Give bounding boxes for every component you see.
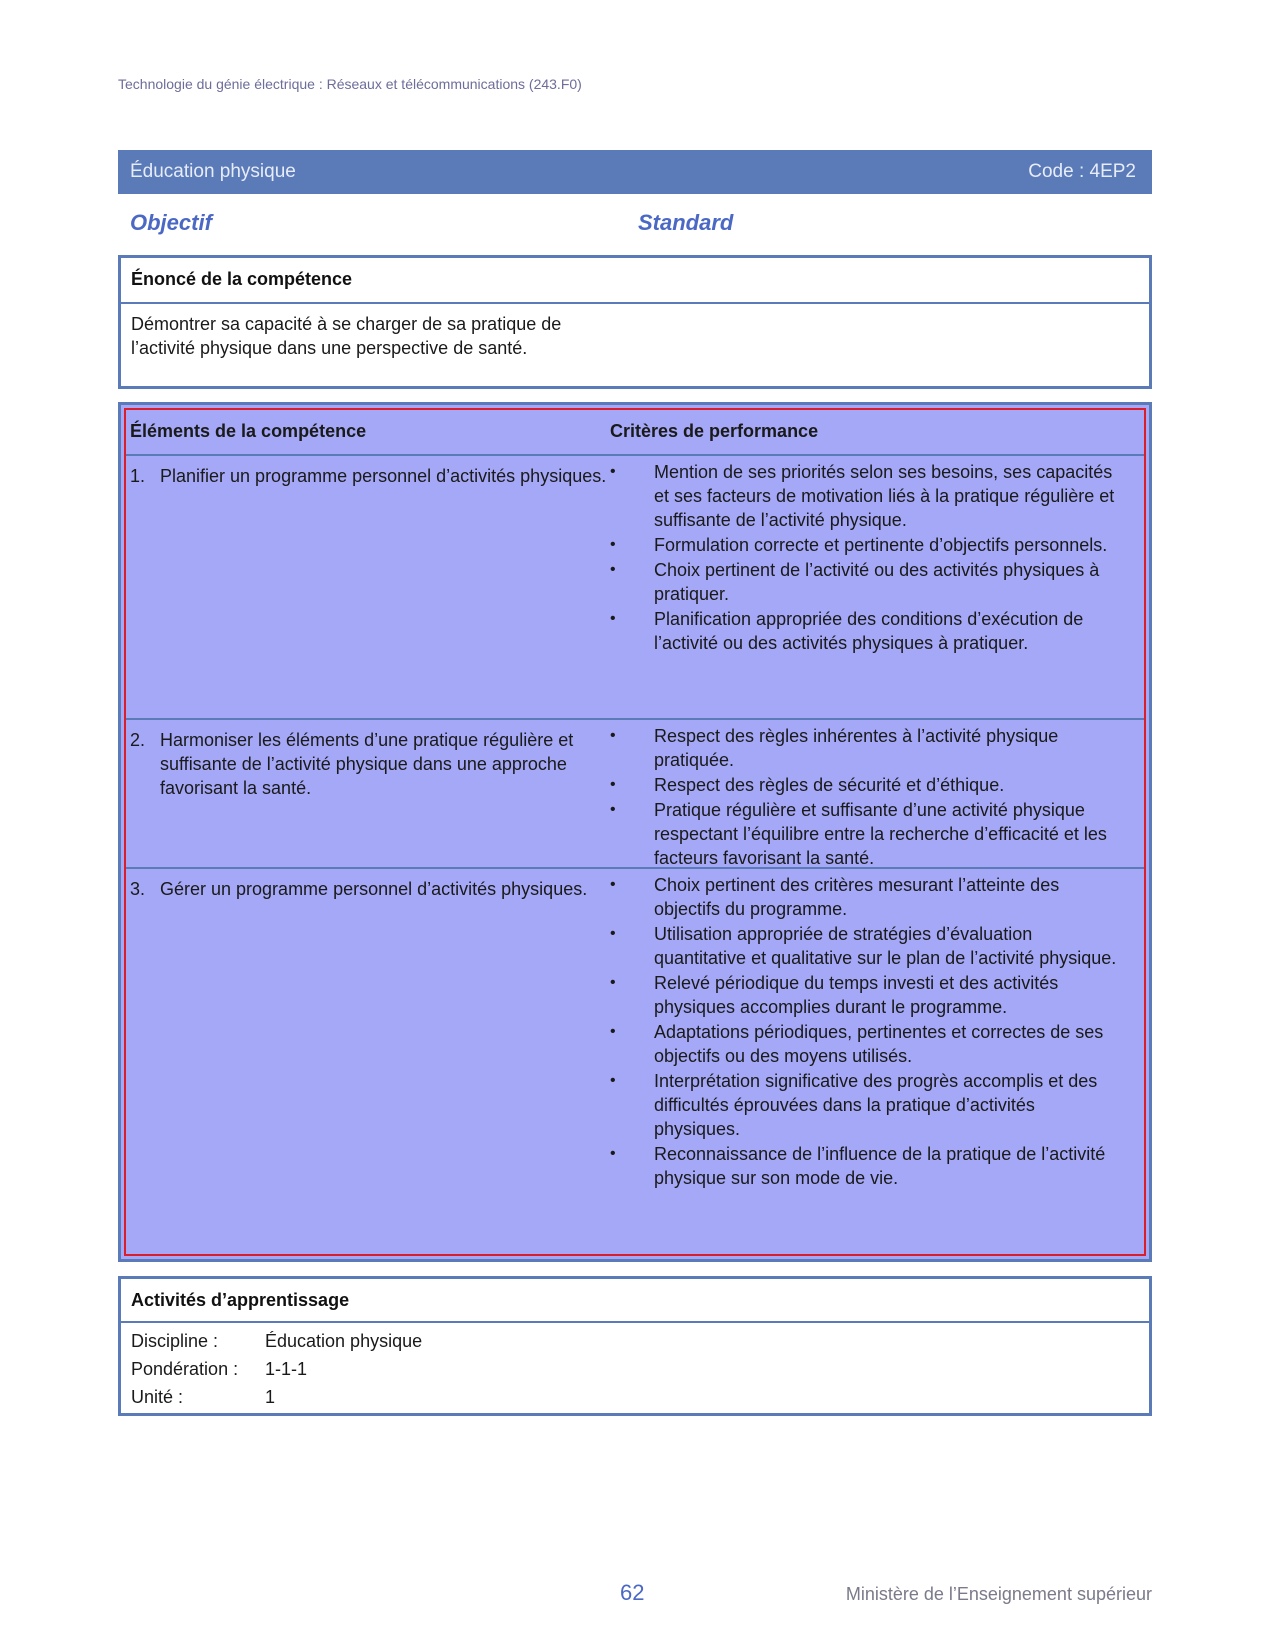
- competence-elements-table: [118, 402, 1152, 1262]
- table-row: [126, 456, 1144, 720]
- criterion-item: [610, 971, 1118, 1019]
- bullet-icon: •: [610, 801, 616, 818]
- criterion-text: Planification appropriée des conditions d’exécution de l’activité ou des activités physiques à pratiquer.: [654, 609, 1084, 653]
- criteria-list: [610, 873, 1118, 1191]
- activity-label: Pondération :: [131, 1359, 239, 1379]
- competence-element: [130, 464, 615, 488]
- criterion-item: [610, 558, 1118, 606]
- bullet-icon: •: [610, 536, 616, 553]
- objective-standard-header: [128, 210, 748, 240]
- course-bar: [118, 150, 1152, 194]
- criterion-item: [610, 798, 1118, 870]
- competence-statement-text: Démontrer sa capacité à se charger de sa pratique de l’activité physique dans une perspective de santé.: [131, 314, 562, 358]
- criterion-item: [610, 773, 1118, 797]
- criterion-item: [610, 873, 1118, 921]
- criterion-item: [610, 724, 1118, 772]
- criterion-item: [610, 1069, 1118, 1141]
- course-code: Code : 4EP2: [1028, 161, 1136, 182]
- bullet-icon: •: [610, 610, 616, 627]
- bullet-icon: •: [610, 974, 616, 991]
- competence-statement-header: [121, 258, 1149, 304]
- activity-value: 1: [265, 1387, 276, 1407]
- criterion-text: Choix pertinent des critères mesurant l’atteinte des objectifs du programme.: [654, 875, 1060, 919]
- standard-label: Standard: [638, 210, 734, 235]
- criterion-text: Choix pertinent de l’activité ou des activités physiques à pratiquer.: [654, 560, 1100, 604]
- footer-ministry: Ministère de l’Enseignement supérieur: [845, 1584, 1152, 1604]
- bullet-icon: •: [610, 925, 616, 942]
- criterion-text: Formulation correcte et pertinente d’objectifs personnels.: [654, 535, 1108, 555]
- criterion-item: [610, 922, 1118, 970]
- bullet-icon: •: [610, 776, 616, 793]
- learning-activities-title: Activités d’apprentissage: [131, 1290, 350, 1310]
- activity-label: Unité :: [131, 1387, 184, 1407]
- col-header-criteria: Critères de performance: [610, 421, 819, 441]
- criterion-item: [610, 460, 1118, 532]
- col-header-elements: Éléments de la compétence: [130, 421, 367, 441]
- activity-label: Discipline :: [131, 1331, 219, 1351]
- competence-element: [130, 728, 615, 800]
- element-text: Harmoniser les éléments d’une pratique régulière et suffisante de l’activité physique dans une approche favorisant la santé.: [160, 730, 574, 798]
- course-name: Éducation physique: [130, 161, 296, 182]
- learning-activities-rows: [121, 1323, 1149, 1419]
- bullet-icon: •: [610, 1145, 616, 1162]
- element-number: 2.: [130, 730, 146, 750]
- bullet-icon: •: [610, 1023, 616, 1040]
- element-number: 3.: [130, 879, 146, 899]
- criterion-text: Respect des règles de sécurité et d’éthique.: [654, 775, 1005, 795]
- competence-element: [130, 877, 615, 901]
- table-sections: [126, 456, 1144, 1226]
- activity-row: [131, 1357, 1139, 1385]
- bullet-icon: •: [610, 1072, 616, 1089]
- table-row: [126, 720, 1144, 869]
- criterion-text: Reconnaissance de l’influence de la pratique de l’activité physique sur son mode de vie.: [654, 1144, 1106, 1188]
- criterion-item: [610, 1020, 1118, 1068]
- element-text: Gérer un programme personnel d’activités physiques.: [160, 879, 588, 899]
- bullet-icon: •: [610, 463, 616, 480]
- criterion-text: Interprétation significative des progrès accomplis et des difficultés éprouvées dans la pratique d’activités physiques.: [654, 1071, 1098, 1139]
- page-number: 62: [620, 1580, 645, 1605]
- competence-statement-box: [118, 255, 1152, 389]
- learning-activities-header: [121, 1279, 1149, 1323]
- running-header: Technologie du génie électrique : Réseaux et télécommunications (243.F0): [118, 76, 582, 92]
- element-text: Planifier un programme personnel d’activités physiques.: [160, 466, 607, 486]
- criterion-item: [610, 1142, 1118, 1190]
- learning-activities-box: [118, 1276, 1152, 1416]
- competence-statement-title: Énoncé de la compétence: [131, 269, 353, 289]
- bullet-icon: •: [610, 727, 616, 744]
- criterion-item: [610, 607, 1118, 655]
- criterion-text: Utilisation appropriée de stratégies d’évaluation quantitative et qualitative sur le plan de l’activité physique.: [654, 924, 1117, 968]
- objectif-label: Objectif: [130, 210, 212, 235]
- activity-value: Éducation physique: [265, 1331, 423, 1351]
- criterion-text: Pratique régulière et suffisante d’une activité physique respectant l’équilibre entre la recherche d’efficacité et les facteurs favorisant la santé.: [654, 800, 1107, 868]
- table-frame: [124, 408, 1146, 1256]
- criterion-text: Adaptations périodiques, pertinentes et correctes de ses objectifs ou des moyens utilisés.: [654, 1022, 1104, 1066]
- criteria-list: [610, 724, 1118, 871]
- criterion-text: Mention de ses priorités selon ses besoins, ses capacités et ses facteurs de motivation liés à la pratique régulière et suffisante de l’activité physique.: [654, 462, 1115, 530]
- table-header: [126, 410, 1144, 456]
- criterion-item: [610, 533, 1118, 557]
- activity-row: [131, 1329, 1139, 1357]
- criterion-text: Relevé périodique du temps investi et des activités physiques accomplies durant le programme.: [654, 973, 1059, 1017]
- criteria-list: [610, 460, 1118, 656]
- criterion-text: Respect des règles inhérentes à l’activité physique pratiquée.: [654, 726, 1059, 770]
- bullet-icon: •: [610, 876, 616, 893]
- activity-value: 1-1-1: [265, 1359, 308, 1379]
- bullet-icon: •: [610, 561, 616, 578]
- table-row: [126, 869, 1144, 1226]
- activity-row: [131, 1385, 1139, 1413]
- element-number: 1.: [130, 466, 146, 486]
